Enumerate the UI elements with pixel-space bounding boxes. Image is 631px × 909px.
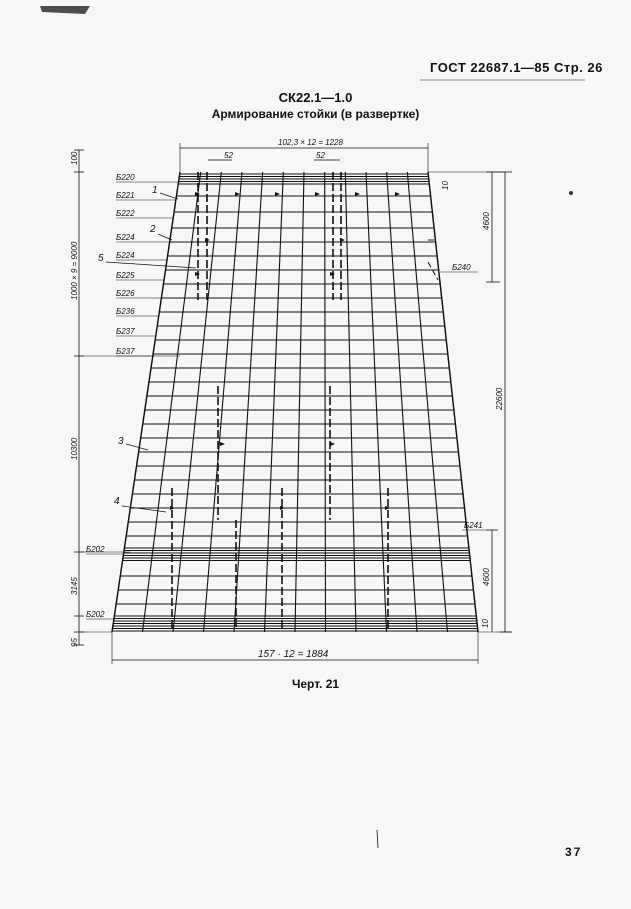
dashed-extension — [428, 262, 438, 280]
flow-arrow — [355, 192, 360, 196]
bar-mark-label: Б241 — [464, 521, 483, 530]
bar-mark-label: Б220 — [116, 173, 135, 182]
dim-22600: 22600 — [495, 387, 504, 410]
document-header: ГОСТ 22687.1—85 Стр. 26 — [430, 60, 603, 75]
dim-4600-bottom: 4600 — [482, 568, 491, 586]
flow-arrow — [330, 442, 335, 446]
scan-mark — [40, 6, 90, 14]
dim-10300: 10300 — [70, 437, 79, 460]
longitudinal-bar — [387, 172, 417, 632]
bar-mark-label: Б221 — [116, 191, 135, 200]
figure-caption: Черт. 21 — [291, 677, 340, 691]
longitudinal-bar — [204, 172, 243, 632]
dim-9000: 1000 × 9 = 9000 — [70, 241, 79, 300]
bar-mark-label: Б202 — [86, 545, 105, 554]
bar-mark-label: Б224 — [116, 251, 135, 260]
longitudinal-bar — [428, 172, 478, 632]
scan-dot — [569, 191, 573, 195]
page-number: 37 — [565, 845, 583, 859]
scan-mark — [377, 830, 378, 848]
bar-mark-label: Б236 — [116, 307, 135, 316]
dim-100: 100 — [70, 151, 79, 165]
callout-number: 3 — [118, 436, 124, 447]
longitudinal-bar — [295, 172, 304, 632]
callout-number: 5 — [98, 253, 104, 264]
dim-10-bottom: 10 — [481, 619, 490, 628]
longitudinal-bar — [407, 172, 447, 632]
callout-number: 1 — [152, 185, 158, 196]
callout-number: 2 — [150, 224, 156, 235]
bar-mark-label: Б222 — [116, 209, 135, 218]
bar-mark-label: Б237 — [116, 327, 135, 336]
bar-mark-label: Б225 — [116, 271, 135, 280]
flow-arrow — [235, 192, 240, 196]
longitudinal-bar — [143, 172, 201, 632]
dim-3145: 3145 — [70, 577, 79, 595]
dim-95: 95 — [70, 638, 79, 647]
dim-bottom-width-label: 157 · 12 = 1884 — [258, 649, 329, 660]
longitudinal-bar — [173, 172, 221, 632]
dim-10-top: 10 — [441, 181, 450, 190]
bar-mark-label: Б224 — [116, 233, 135, 242]
dim-4600-top: 4600 — [482, 212, 491, 230]
drawing-subtitle: Армирование стойки (в развертке) — [211, 107, 420, 121]
drawing-title: СК22.1—1.0 — [278, 90, 353, 105]
callout-leader — [106, 262, 196, 268]
flow-arrow — [315, 192, 320, 196]
flow-arrow — [340, 238, 345, 242]
bar-mark-label: Б202 — [86, 610, 105, 619]
longitudinal-bar — [265, 172, 284, 632]
bar-mark-label: Б226 — [116, 289, 135, 298]
flow-arrow — [275, 192, 280, 196]
longitudinal-bar — [325, 172, 326, 632]
flow-arrow — [220, 442, 225, 446]
bar-mark-label: Б237 — [116, 347, 135, 356]
callout-leader — [126, 444, 148, 450]
bar-mark-label: Б240 — [452, 263, 471, 272]
flow-arrow — [395, 192, 400, 196]
callout-number: 4 — [114, 496, 120, 507]
longitudinal-bar — [234, 172, 263, 632]
longitudinal-bar — [345, 172, 356, 632]
dim-spacing-label: 52 — [224, 151, 233, 160]
dim-top-width-label: 102,3 × 12 = 1228 — [278, 138, 343, 147]
callout-leader — [122, 506, 166, 512]
longitudinal-bar — [366, 172, 387, 632]
dim-spacing-label: 52 — [316, 151, 325, 160]
callout-leader — [160, 193, 178, 199]
